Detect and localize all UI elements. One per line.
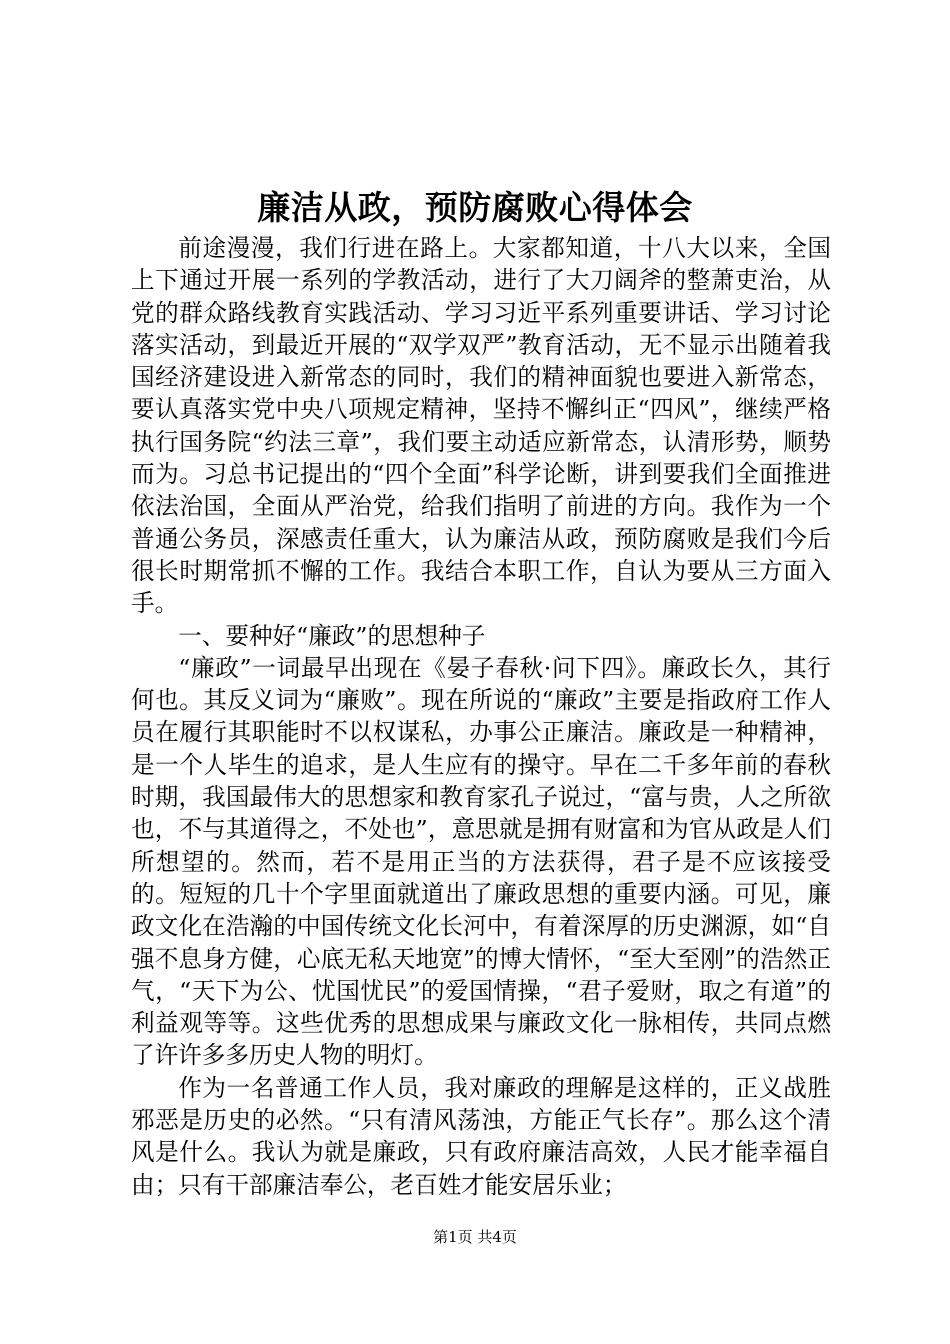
paragraph: 前途漫漫，我们行进在路上。大家都知道，十八大以来，全国上下通过开展一系列的学教活动，进行了大刀阔斧的整萧吏治，从党的群众路线教育实践活动、学习习近平系列重要讲话、学习讨论落实活动，到最近开展的“双学双严”教育活动，无不显示出随着我国经济建设进入新常态的同时，我们的精神面貌也要进入新常态，要认真落实党中央八项规定精神，坚持不懈纠正“四风”，继续严格执行国务院“约法三章”，我们要主动适应新常态，认清形势，顺势而为。习总书记提出的“四个全面”科学论断，讲到要我们全面推进依法治国，全面从严治党，给我们指明了前进的方向。我作为一个普通公务员，深感责任重大，认为廉洁从政，预防腐败是我们今后很长时期常抓不懈的工作。我结合本职工作，自认为要从三方面入手。 [131,234,831,618]
document-title: 廉洁从政，预防腐败心得体会 [257,188,693,227]
page-footer: 第1页 共4页 [433,1228,517,1246]
paragraph: 作为一名普通工作人员，我对廉政的理解是这样的，正义战胜邪恶是历史的必然。“只有清风荡浊，方能正气长存”。那么这个清风是什么。我认为就是廉政，只有政府廉洁高效，人民才能幸福自由；只有干部廉洁奉公，老百姓才能安居乐业； [131,1073,831,1199]
paragraph: “廉政”一词最早出现在《晏子春秋·问下四》。廉政长久，其行何也。其反义词为“廉败”。现在所说的“廉政”主要是指政府工作人员在履行其职能时不以权谋私，办事公正廉洁。廉政是一种精神，是一个人毕生的追求，是人生应有的操守。早在二千多年前的春秋时期，我国最伟大的思想家和教育家孔子说过，“富与贵，人之所欲也，不与其道得之，不处也”，意思就是拥有财富和为官从政是人们所想望的。然而，若不是用正当的方法获得，君子是不应该接受的。短短的几十个字里面就道出了廉政思想的重要内涵。可见，廉政文化在浩瀚的中国传统文化长河中，有着深厚的历史渊源，如“自强不息身方健，心底无私天地宽”的博大情怀，“至大至刚”的浩然正气，“天下为公、忧国忧民”的爱国情操，“君子爱财，取之有道”的利益观等等。这些优秀的思想成果与廉政文化一脉相传，共同点燃了许许多多历史人物的明灯。 [131,653,831,1070]
document-body [131,232,831,1201]
section-heading: 一、要种好“廉政”的思想种子 [178,621,486,650]
